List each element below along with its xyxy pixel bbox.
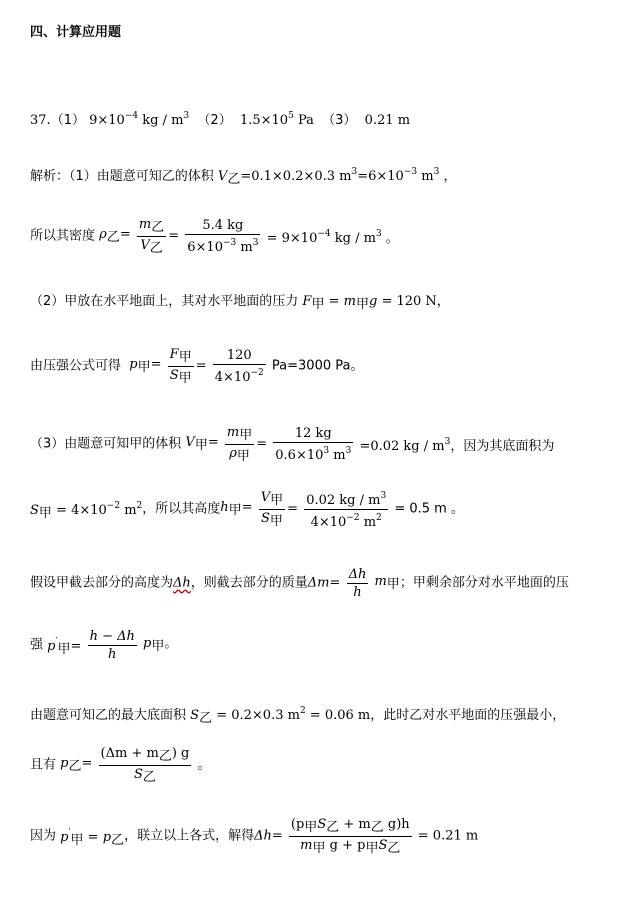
fraction: $\frac{\Delta h}{h}$ bbox=[348, 567, 367, 600]
solution-line-10: 且有 $p_乙=$ $\frac{(\Delta m + m_乙) g}{S_乙}$ 。 bbox=[30, 746, 211, 785]
fraction: $\frac{F_甲}{S_甲}$ bbox=[169, 347, 192, 386]
solution-line-5: （3）由题意可知甲的体积 $V_甲=$ $\frac{m_甲}{\rho_甲}$ = $\frac{12 kg}{0.6\times 10^3 m^3}$ =0.02 kg / $m^3$，因为其底面积为 bbox=[30, 425, 555, 464]
fraction: $\frac{h - \Delta h}{h}$ bbox=[89, 629, 135, 662]
fraction: $\frac{(p_甲S_乙 + m_乙 g)h}{m_甲 g + p_甲S_乙}$ bbox=[290, 817, 410, 856]
question-number: 37. bbox=[30, 113, 51, 128]
fraction: $\frac{m_甲}{\rho_甲}$ bbox=[226, 425, 253, 464]
solution-line-2: 所以其密度 $\rho_乙=$ $\frac{m_乙}{V_乙}$ = $\frac{5.4 kg}{6\times 10^{-3} m^3}$ = $9\times 10^{-4}$ kg / $m^3$ 。 bbox=[30, 217, 399, 256]
part-2-label: （2） bbox=[197, 113, 232, 128]
fraction: $\frac{0.02 kg / m^3}{4\times 10^{-2} m^2}$ bbox=[304, 488, 388, 531]
fraction: $\frac{V_甲}{S_甲}$ bbox=[260, 490, 284, 529]
solution-line-6: $S_甲 = 4\times 10^{-2}$ $m^2$，所以其高度$h_甲=$ $\frac{V_甲}{S_甲}$ = $\frac{0.02 kg / m^3}{4\times 10^{-2} m^2}$ = 0.5 m 。 bbox=[30, 490, 464, 530]
fraction: $\frac{(\Delta m + m_乙) g}{S_乙}$ bbox=[100, 746, 190, 785]
part-3-label: （3） bbox=[322, 113, 357, 128]
solution-line-7: 假设甲截去部分的高度为Δh，则截去部分的质量Δm= $\frac{\Delta h}{h}$ $m_甲$；甲剩余部分对水平地面的压 bbox=[30, 567, 569, 600]
solution-line-4: 由压强公式可得 $p_甲=$ $\frac{F_甲}{S_甲}$ = $\frac{120}{4\times 10^{-2}}$ Pa=3000 Pa。 bbox=[30, 347, 364, 386]
answer-1: $9\times 10^{-4}$ kg / $m^3$ bbox=[89, 111, 190, 128]
answer-line bbox=[30, 106, 410, 131]
solution-line-11: 因为 $p'_甲 = p_乙$，联立以上各式，解得Δh= $\frac{(p_甲S_乙 + m_乙 g)h}{m_甲 g + p_甲S_乙}$ = 0.21 m bbox=[30, 817, 479, 856]
answer-2: $1.5\times 10^5$ Pa bbox=[239, 111, 314, 128]
section-title: 四、计算应用题 bbox=[30, 25, 122, 40]
fraction: $\frac{12 kg}{0.6\times 10^3 m^3}$ bbox=[275, 426, 352, 463]
solution-line-3: （2）甲放在水平地面上，其对水平地面的压力 $F_甲 = m_甲g = 120$ N， bbox=[30, 294, 450, 312]
solution-line-9: 由题意可知乙的最大底面积 $S_乙 = 0.2\times 0.3$ $m^2 = 0.06$ m，此时乙对水平地面的压强最小， bbox=[30, 706, 566, 726]
fraction: $\frac{m_乙}{V_乙}$ bbox=[138, 217, 165, 256]
fraction: $\frac{5.4 kg}{6\times 10^{-3} m^3}$ bbox=[187, 218, 259, 255]
solution-line-8: 强 $p'_甲=$ $\frac{h - \Delta h}{h}$ $p_甲$。 bbox=[30, 629, 178, 662]
fraction: $\frac{120}{4\times 10^{-2}}$ bbox=[214, 348, 264, 385]
answer-3: 0.21 m bbox=[364, 113, 411, 128]
part-1-label: （1） bbox=[50, 113, 85, 128]
solution-line-1: 解析：（1）由题意可知乙的体积 $V_乙=0.1\times 0.2\times 0.3$ $m^3=6\times 10^{-3}$ $m^3$ ， bbox=[30, 167, 457, 187]
